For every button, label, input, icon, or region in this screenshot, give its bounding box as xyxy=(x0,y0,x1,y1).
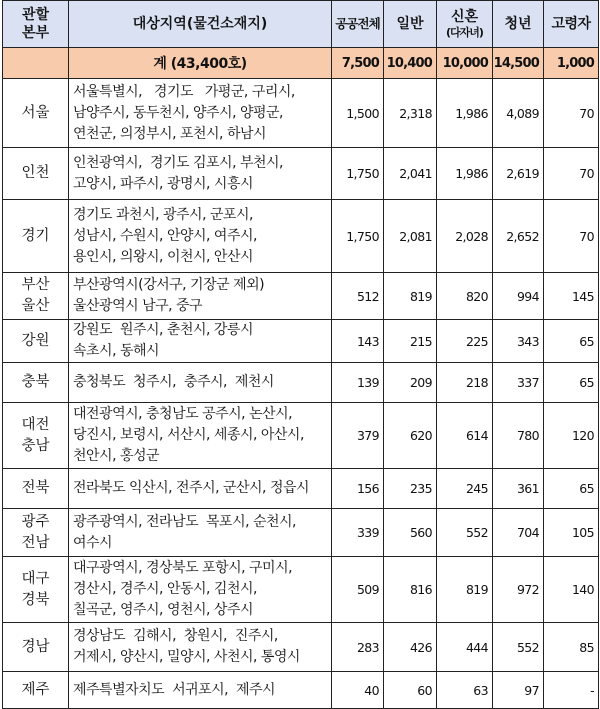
area-line: 여수시 xyxy=(73,534,113,551)
area-line: 광주광역시, 전라남도 목포시, 순천시, xyxy=(73,513,297,530)
area-line: 칠곡군, 영주시, 영천시, 상주시 xyxy=(73,602,253,618)
area-cell xyxy=(69,363,332,403)
table-row xyxy=(3,403,599,469)
general-cell: 2,081 xyxy=(384,200,437,273)
youth-cell: 343 xyxy=(493,320,544,363)
newlywed-cell: 218 xyxy=(437,363,493,403)
table-row xyxy=(3,363,599,403)
newlywed-cell: 820 xyxy=(437,273,493,320)
area-line: 제주특별자치도 서귀포시, 제주시 xyxy=(73,681,276,698)
area-cell xyxy=(69,320,332,363)
general-cell: 819 xyxy=(384,273,437,320)
newlywed-cell: 245 xyxy=(437,469,493,509)
elderly-cell: 65 xyxy=(544,363,599,403)
table-row xyxy=(3,320,599,363)
elderly-cell: 145 xyxy=(544,273,599,320)
area-cell xyxy=(69,509,332,557)
area-line: 고양시, 파주시, 광명시, 시흥시 xyxy=(73,175,253,192)
area-line: 남양주시, 동두천시, 양주시, 양평군, xyxy=(73,104,283,121)
newlywed-cell: 225 xyxy=(437,320,493,363)
total-label: 계 (43,400호) xyxy=(69,48,332,79)
region-cell xyxy=(3,403,69,469)
area-line: 경상남도 김해시, 창원시, 진주시, xyxy=(73,628,278,644)
youth-cell: 4,089 xyxy=(493,79,544,148)
region-label: 울산 xyxy=(21,298,50,314)
public-cell: 1,750 xyxy=(332,148,384,200)
area-line: 강원도 원주시, 춘천시, 강릉시 xyxy=(73,322,253,338)
general-cell: 215 xyxy=(384,320,437,363)
newlywed-cell: 2,028 xyxy=(437,200,493,273)
public-cell: 156 xyxy=(332,469,384,509)
newlywed-cell: 614 xyxy=(437,403,493,469)
general-cell: 560 xyxy=(384,509,437,557)
region-label: 강원 xyxy=(21,332,50,349)
youth-cell: 2,619 xyxy=(493,148,544,200)
general-cell: 60 xyxy=(384,672,437,709)
area-cell xyxy=(69,148,332,200)
public-cell: 512 xyxy=(332,273,384,320)
general-cell: 426 xyxy=(384,623,437,672)
newlywed-cell: 1,986 xyxy=(437,148,493,200)
area-cell xyxy=(69,403,332,469)
region-label: 서울 xyxy=(21,104,50,121)
elderly-cell: 65 xyxy=(544,469,599,509)
region-cell xyxy=(3,557,69,623)
area-cell xyxy=(69,273,332,320)
region-cell xyxy=(3,320,69,363)
header-region: 관할 본부 xyxy=(3,1,69,48)
area-cell xyxy=(69,623,332,672)
area-line: 전라북도 익산시, 전주시, 군산시, 정읍시 xyxy=(73,480,310,496)
header-newlywed: 신혼 (다자녀) xyxy=(437,1,493,48)
allocation-table xyxy=(2,0,599,709)
total-youth: 14,500 xyxy=(493,48,544,79)
elderly-cell: 65 xyxy=(544,320,599,363)
area-line: 대전광역시, 충청남도 공주시, 논산시, xyxy=(73,406,293,422)
general-cell: 209 xyxy=(384,363,437,403)
youth-cell: 552 xyxy=(493,623,544,672)
region-label: 전남 xyxy=(21,534,50,551)
general-cell: 2,041 xyxy=(384,148,437,200)
public-cell: 139 xyxy=(332,363,384,403)
area-line: 울산광역시 남구, 중구 xyxy=(73,298,203,314)
area-cell xyxy=(69,557,332,623)
table-row xyxy=(3,469,599,509)
total-general: 10,400 xyxy=(384,48,437,79)
area-line: 거제시, 양산시, 밀양시, 사천시, 통영시 xyxy=(73,649,300,665)
area-cell xyxy=(69,469,332,509)
youth-cell: 972 xyxy=(493,557,544,623)
general-cell: 620 xyxy=(384,403,437,469)
newlywed-cell: 552 xyxy=(437,509,493,557)
elderly-cell: 85 xyxy=(544,623,599,672)
header-general: 일반 xyxy=(384,1,437,48)
total-public: 7,500 xyxy=(332,48,384,79)
area-line: 성남시, 수원시, 안양시, 여주시, xyxy=(73,227,257,244)
elderly-cell: - xyxy=(544,672,599,709)
area-line: 서울특별시, 경기도 가평군, 구리시, xyxy=(73,83,295,100)
elderly-cell: 70 xyxy=(544,200,599,273)
region-label: 제주 xyxy=(21,681,50,698)
region-cell xyxy=(3,273,69,320)
newlywed-cell: 819 xyxy=(437,557,493,623)
area-line: 경기도 과천시, 광주시, 군포시, xyxy=(73,206,253,223)
table-row xyxy=(3,509,599,557)
area-line: 속초시, 동해시 xyxy=(73,343,160,359)
youth-cell: 704 xyxy=(493,509,544,557)
general-cell: 816 xyxy=(384,557,437,623)
youth-cell: 361 xyxy=(493,469,544,509)
region-label: 전북 xyxy=(21,480,50,496)
area-line: 천안시, 홍성군 xyxy=(73,448,160,464)
header-public: 공공전체 xyxy=(332,1,384,48)
public-cell: 40 xyxy=(332,672,384,709)
public-cell: 379 xyxy=(332,403,384,469)
youth-cell: 780 xyxy=(493,403,544,469)
elderly-cell: 105 xyxy=(544,509,599,557)
header-youth: 청년 xyxy=(493,1,544,48)
elderly-cell: 140 xyxy=(544,557,599,623)
region-label: 경남 xyxy=(21,638,50,655)
public-cell: 1,750 xyxy=(332,200,384,273)
area-line: 대구광역시, 경상북도 포항시, 구미시, xyxy=(73,560,293,576)
youth-cell: 994 xyxy=(493,273,544,320)
region-cell xyxy=(3,363,69,403)
area-line: 부산광역시(강서구, 기장군 제외) xyxy=(73,277,265,293)
general-cell: 2,318 xyxy=(384,79,437,148)
region-cell xyxy=(3,509,69,557)
header-area: 대상지역(물건소재지) xyxy=(69,1,332,48)
public-cell: 283 xyxy=(332,623,384,672)
area-line: 인천광역시, 경기도 김포시, 부천시, xyxy=(73,154,283,171)
elderly-cell: 120 xyxy=(544,403,599,469)
region-cell xyxy=(3,148,69,200)
region-label: 광주 xyxy=(21,513,50,530)
area-line: 연천군, 의정부시, 포천시, 하남시 xyxy=(73,125,267,142)
table-row xyxy=(3,273,599,320)
total-newlywed: 10,000 xyxy=(437,48,493,79)
total-elderly: 1,000 xyxy=(544,48,599,79)
total-row xyxy=(3,48,599,79)
public-cell: 509 xyxy=(332,557,384,623)
region-label: 충남 xyxy=(21,437,50,454)
table-row xyxy=(3,623,599,672)
region-cell xyxy=(3,200,69,273)
table-row xyxy=(3,79,599,148)
table-row xyxy=(3,200,599,273)
total-region xyxy=(3,48,69,79)
region-label: 인천 xyxy=(21,165,50,181)
header-elderly: 고령자 xyxy=(544,1,599,48)
area-cell xyxy=(69,79,332,148)
area-line: 경산시, 경주시, 안동시, 김천시, xyxy=(73,581,257,597)
public-cell: 1,500 xyxy=(332,79,384,148)
table-row xyxy=(3,148,599,200)
region-label: 대구 xyxy=(21,570,50,587)
region-label: 대전 xyxy=(21,416,50,433)
elderly-cell: 70 xyxy=(544,148,599,200)
public-cell: 339 xyxy=(332,509,384,557)
region-label: 경북 xyxy=(21,591,50,608)
general-cell: 235 xyxy=(384,469,437,509)
area-line: 충청북도 청주시, 충주시, 제천시 xyxy=(73,374,274,390)
youth-cell: 337 xyxy=(493,363,544,403)
region-cell xyxy=(3,79,69,148)
header-row xyxy=(3,1,599,48)
region-label: 충북 xyxy=(21,374,50,390)
newlywed-cell: 444 xyxy=(437,623,493,672)
table-row xyxy=(3,672,599,709)
table-row xyxy=(3,557,599,623)
area-cell xyxy=(69,200,332,273)
region-label: 부산 xyxy=(21,277,50,293)
region-cell xyxy=(3,672,69,709)
elderly-cell: 70 xyxy=(544,79,599,148)
region-cell xyxy=(3,623,69,672)
public-cell: 143 xyxy=(332,320,384,363)
area-line: 용인시, 의왕시, 이천시, 안산시 xyxy=(73,248,253,265)
region-cell xyxy=(3,469,69,509)
area-cell xyxy=(69,672,332,709)
region-label: 경기 xyxy=(21,227,50,244)
area-line: 당진시, 보령시, 서산시, 세종시, 아산시, xyxy=(73,427,304,443)
youth-cell: 97 xyxy=(493,672,544,709)
newlywed-cell: 1,986 xyxy=(437,79,493,148)
youth-cell: 2,652 xyxy=(493,200,544,273)
newlywed-cell: 63 xyxy=(437,672,493,709)
